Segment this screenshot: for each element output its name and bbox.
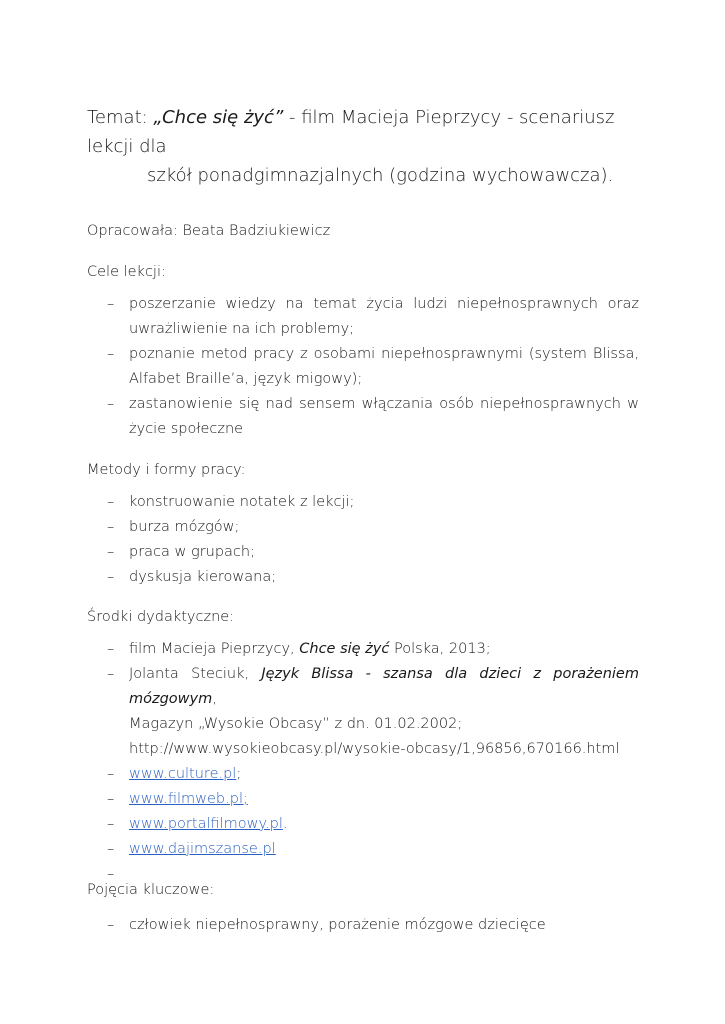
list-item: – www.filmweb.pl; (107, 791, 248, 807)
goals-list (87, 292, 639, 442)
title-prefix: Temat: (87, 107, 154, 128)
list-item: – www.portalfilmowy.pl. (107, 816, 288, 832)
list-item: – poznanie metod pracy z osobami niepełnosprawnymi (system Blissa, Alfabet Braille’a, język migowy); (107, 346, 639, 387)
resources-heading: Środki dydaktyczne: (87, 609, 235, 625)
list-item-empty: – (107, 866, 115, 882)
title-film-name: „Chce się żyć” (153, 107, 284, 128)
lesson-title (87, 103, 647, 190)
goals-heading: Cele lekcji: (87, 264, 166, 280)
methods-list (87, 490, 639, 590)
title-line-2: szkół ponadgimnazjalnych (godzina wychowawcza). (147, 165, 614, 186)
concepts-list (87, 913, 639, 938)
list-item: – dyskusja kierowana; (107, 569, 277, 585)
list-item: – konstruowanie notatek z lekcji; (107, 494, 355, 510)
list-item: – zastanowienie się nad sensem włączania osób niepełnosprawnych w życie społeczne (107, 396, 639, 437)
list-item: – burza mózgów; (107, 519, 240, 535)
list-item: – Jolanta Steciuk, Język Blissa - szansa dla dzieci z porażeniem mózgowym, Magazyn „Wysokie Obcasy” z dn. 01.02.2002; http://www.wysokieobcasy.pl/wysokie-obcasy/1,96856,670166.html (107, 666, 639, 757)
link-culture[interactable]: www.culture.pl (129, 766, 237, 782)
article-url: http://www.wysokieobcasy.pl/wysokie-obcasy/1,96856,670166.html (129, 741, 620, 757)
list-item: – poszerzanie wiedzy na temat życia ludzi niepełnosprawnych oraz uwrażliwienie na ich problemy; (107, 296, 639, 337)
link-filmweb[interactable]: www.filmweb.pl; (129, 791, 248, 807)
author-line: Opracowała: Beata Badziukiewicz (87, 223, 331, 239)
list-item: – www.culture.pl; (107, 766, 242, 782)
film-title: Chce się żyć (299, 641, 390, 657)
title-rest: - film Macieja Pieprzycy - scenariusz lekcji dla (87, 107, 615, 157)
concepts-heading: Pojęcia kluczowe: (87, 882, 215, 898)
list-item: – człowiek niepełnosprawny, porażenie mózgowe dziecięce (107, 917, 546, 933)
list-item: – film Macieja Pieprzycy, Chce się żyć Polska, 2013; (107, 641, 491, 657)
link-dajimszanse[interactable]: www.dajimszanse.pl (129, 841, 276, 857)
methods-heading: Metody i formy pracy: (87, 462, 246, 478)
resources-list (87, 637, 639, 887)
article-title: Język Blissa - szansa dla dzieci z porażeniem mózgowym (129, 666, 639, 707)
list-item: – www.dajimszanse.pl (107, 841, 276, 857)
list-item: – praca w grupach; (107, 544, 255, 560)
link-portalfilmowy[interactable]: www.portalfilmowy.pl (129, 816, 283, 832)
